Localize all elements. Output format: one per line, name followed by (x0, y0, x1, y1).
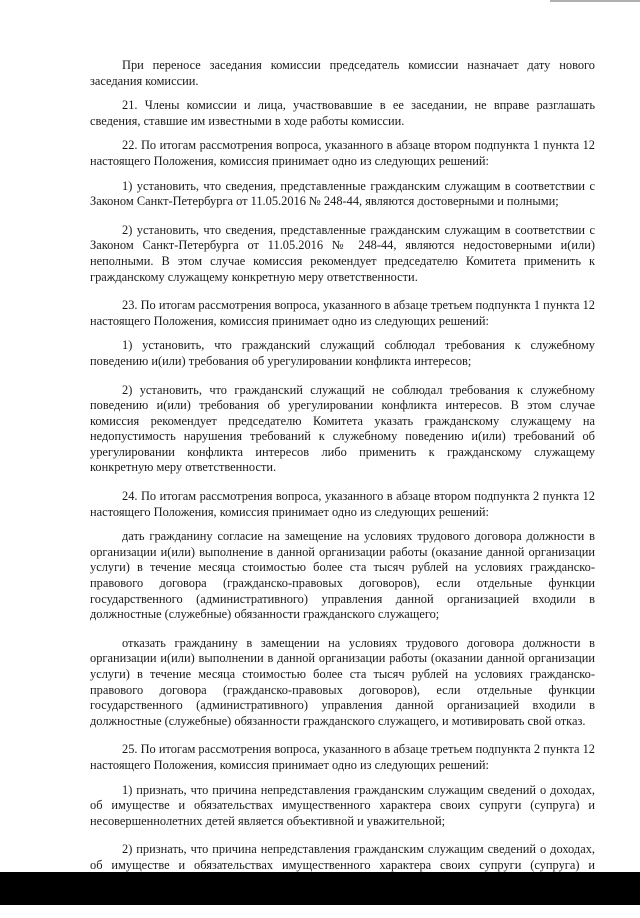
paragraph-item-24-refuse: отказать гражданину в замещении на условиях трудового договора должности в организации и(или) выполнении в данной организации работы (оказании данной организации услуги) в течение месяца стоимостью более ста тысяч рублей на условиях гражданско-правового договора (гражданско-правовых договоров), если отдельные функции государственного (административного) управления данной организацией входили в должностные (служебные) обязанности гражданского служащего, и мотивировать свой отказ. (90, 635, 595, 728)
paragraph-item-22: 22. По итогам рассмотрения вопроса, указанного в абзаце втором подпункта 1 пункта 12 настоящего Положения, комиссия принимает одно из следующих решений: (90, 138, 595, 168)
paragraph-item-23: 23. По итогам рассмотрения вопроса, указанного в абзаце третьем подпункта 1 пункта 12 настоящего Положения, комиссия принимает одно из следующих решений: (90, 298, 595, 328)
paragraph-item-22-1: 1) установить, что сведения, представленные гражданским служащим в соответствии с Законом Санкт-Петербурга от 11.05.2016 № 248-44, являются достоверными и полными; (90, 178, 595, 209)
paragraph-item-24-consent: дать гражданину согласие на замещение на условиях трудового договора должности в организации и(или) выполнение в данной организации работы (оказание данной организации услуги) в течение месяца стоимостью более ста тысяч рублей на условиях гражданско-правового договора (гражданско-правовых договоров), если отдельные функции государственного (административного) управления данной организацией входили в должностные (служебные) обязанности гражданского служащего; (90, 529, 595, 622)
paragraph-item-22-2: 2) установить, что сведения, представленные гражданским служащим в соответствии с Законом Санкт-Петербурга от 11.05.2016 № 248-44, являются недостоверными и(или) неполными. В этом случае комиссия рекомендует председателю Комитета применить к гражданскому служащему конкретную меру ответственности. (90, 222, 595, 284)
paragraph-item-24: 24. По итогам рассмотрения вопроса, указанного в абзаце втором подпункта 2 пункта 12 настоящего Положения, комиссия принимает одно из следующих решений: (90, 489, 595, 519)
paragraph-item-21: 21. Члены комиссии и лица, участвовавшие в ее заседании, не вправе разглашать сведения, ставшие им известными в ходе работы комиссии. (90, 98, 595, 128)
paragraph-item-25-1: 1) признать, что причина непредставления гражданским служащим сведений о доходах, об имуществе и обязательствах имущественного характера своих супруги (супруга) и несовершеннолетних детей является объективной и уважительной; (90, 782, 595, 828)
document-page (90, 58, 595, 918)
paragraph-item-23-1: 1) установить, что гражданский служащий соблюдал требования к служебному поведению и(или) требования об урегулировании конфликта интересов; (90, 338, 595, 368)
scan-bottom-border (0, 872, 640, 905)
paragraph-item-25: 25. По итогам рассмотрения вопроса, указанного в абзаце третьем подпункта 2 пункта 12 настоящего Положения, комиссия принимает одно из следующих решений: (90, 742, 595, 772)
paragraph-item-25-2: 2) признать, что причина непредставления гражданским служащим сведений о доходах, об имуществе и обязательствах имущественного характера своих супруги (супруга) и (90, 842, 595, 872)
paragraph-meeting-reschedule: При переносе заседания комиссии председатель комиссии назначает дату нового заседания комиссии. (90, 58, 595, 88)
paragraph-item-23-2: 2) установить, что гражданский служащий не соблюдал требования к служебному поведению и(или) требования об урегулировании конфликта интересов. В этом случае комиссия рекомендует председателю Комитета указать гражданскому служащему на недопустимость нарушения требований к служебному поведению и(или) требований об урегулировании конфликта интересов либо применить к гражданскому служащему конкретную меру ответственности. (90, 382, 595, 475)
scan-edge-line (550, 0, 640, 2)
